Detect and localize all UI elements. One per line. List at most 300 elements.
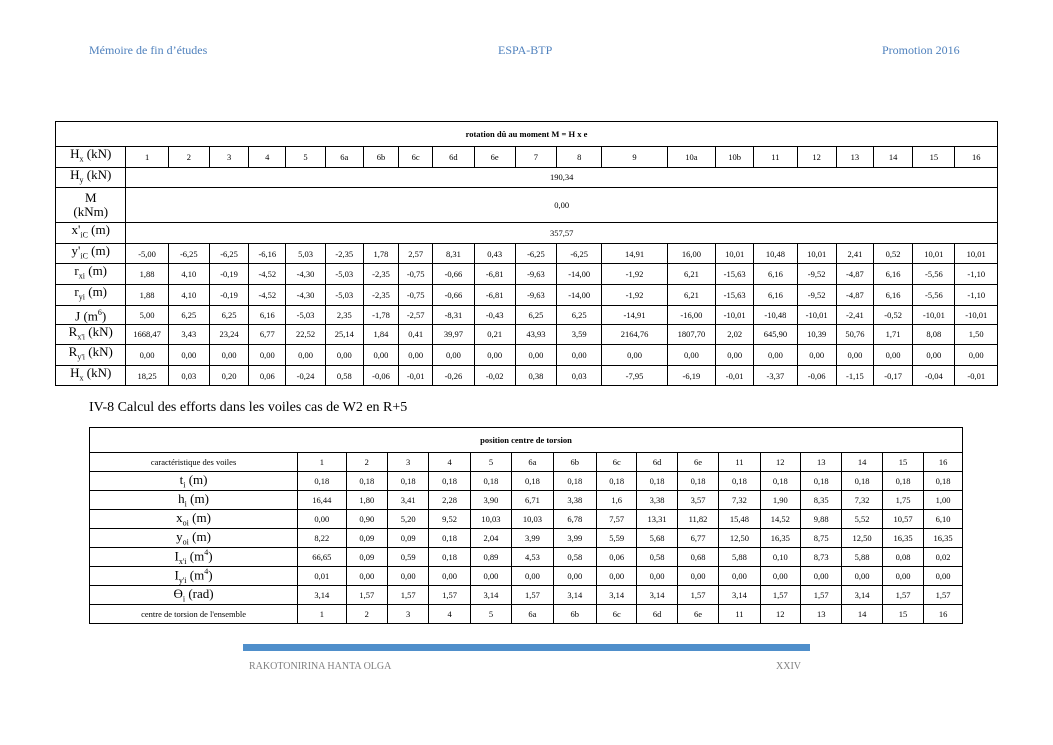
table-cell: 0,00 — [470, 567, 511, 586]
table-cell: 50,76 — [836, 324, 873, 345]
column-header: 13 — [836, 147, 873, 168]
table-cell: -16,00 — [667, 305, 715, 324]
table-row — [56, 167, 998, 188]
table-cell: -0,06 — [797, 365, 836, 386]
table-cell: -6,81 — [474, 284, 515, 305]
table-cell: 16,44 — [298, 491, 346, 510]
table-cell: -6,25 — [209, 243, 248, 264]
table-cell: 1,88 — [126, 264, 168, 285]
table-cell: -4,87 — [836, 264, 873, 285]
table-cell: -5,03 — [325, 264, 363, 285]
table-cell: -4,52 — [249, 284, 286, 305]
table-cell: -14,00 — [557, 264, 602, 285]
table-cell: 2,04 — [470, 529, 511, 548]
table-cell: 8,35 — [801, 491, 842, 510]
table-cell: 1,57 — [924, 586, 963, 605]
row-label: M (kNm) — [56, 188, 126, 223]
table-cell: 12,50 — [842, 529, 882, 548]
table-cell: -1,78 — [363, 305, 398, 324]
table-cell: -3,37 — [754, 365, 797, 386]
table-cell: 0,59 — [387, 548, 428, 567]
table-cell: 0,58 — [325, 365, 363, 386]
table-cell: 1 — [298, 605, 346, 624]
table-cell: 43,93 — [515, 324, 556, 345]
table-cell: 10,01 — [716, 243, 754, 264]
table-cell: 1,57 — [760, 586, 800, 605]
table-cell: 5 — [470, 605, 511, 624]
table-cell: -14,00 — [557, 284, 602, 305]
table-cell: 0,00 — [677, 567, 718, 586]
table-cell: 3,59 — [557, 324, 602, 345]
table-cell: 0,09 — [346, 529, 387, 548]
table-cell: 2,28 — [429, 491, 470, 510]
table-cell: 1,78 — [363, 243, 398, 264]
column-header: 1 — [126, 147, 168, 168]
table-cell: 14 — [842, 605, 882, 624]
table-cell: -6,25 — [515, 243, 556, 264]
table-cell: -0,17 — [873, 365, 912, 386]
table-row — [90, 510, 963, 529]
row-label: $r_{yi}$ (m) — [56, 284, 126, 305]
table-cell: 11 — [719, 605, 760, 624]
table-cell: 10,03 — [470, 510, 511, 529]
table-cell: 0,18 — [512, 472, 553, 491]
table-cell: -15,63 — [716, 264, 754, 285]
table-cell: 6,25 — [168, 305, 209, 324]
table-cell: 0,00 — [325, 345, 363, 366]
row-label: $Ө_i$ (rad) — [90, 586, 298, 605]
table-cell: 3,57 — [677, 491, 718, 510]
table-cell: -15,63 — [716, 284, 754, 305]
table-cell: 0,00 — [716, 345, 754, 366]
table-cell: 1,80 — [346, 491, 387, 510]
table-title-row — [56, 122, 998, 147]
table-cell: 16,00 — [667, 243, 715, 264]
table-cell: 2,41 — [836, 243, 873, 264]
table-cell: 0,00 — [168, 345, 209, 366]
row-label: $t_i$ (m) — [90, 472, 298, 491]
table-cell: 16,35 — [924, 529, 963, 548]
table-cell: -6,16 — [249, 243, 286, 264]
table-cell: 3,41 — [387, 491, 428, 510]
table-cell: 16,35 — [760, 529, 800, 548]
table-cell: -8,31 — [433, 305, 474, 324]
table-cell: 5,00 — [126, 305, 168, 324]
column-header: 8 — [557, 147, 602, 168]
column-header: 7 — [515, 147, 556, 168]
table-cell: -7,95 — [602, 365, 667, 386]
table-cell: 3,99 — [553, 529, 596, 548]
table-cell: 3,14 — [597, 586, 637, 605]
column-header: 5 — [286, 147, 325, 168]
row-label: $x'_{iC}$ (m) — [56, 223, 126, 244]
column-header: 4 — [249, 147, 286, 168]
table-cell: 645,90 — [754, 324, 797, 345]
table-cell: 0,18 — [637, 472, 677, 491]
table-cell: -0,66 — [433, 264, 474, 285]
row-label: $R_{x'i}$ (kN) — [56, 324, 126, 345]
column-header: 14 — [842, 453, 882, 472]
table-cell: 4,53 — [512, 548, 553, 567]
table-cell: -2,57 — [399, 305, 433, 324]
table-cell: 6,10 — [924, 510, 963, 529]
table-cell: 0,00 — [346, 567, 387, 586]
table-cell: 0,18 — [298, 472, 346, 491]
row-label: J $(m^6)$ — [56, 305, 126, 324]
table-row — [56, 264, 998, 285]
table-cell: -4,52 — [249, 264, 286, 285]
table-cell: 5,68 — [637, 529, 677, 548]
table-cell: 0,03 — [557, 365, 602, 386]
table-cell: 0,41 — [399, 324, 433, 345]
table-cell: 1,57 — [429, 586, 470, 605]
table-row — [90, 586, 963, 605]
table-cell: 1,57 — [346, 586, 387, 605]
column-header: 14 — [873, 147, 912, 168]
table-cell: 0,18 — [719, 472, 760, 491]
table-cell: 1,84 — [363, 324, 398, 345]
table-cell: -0,75 — [399, 284, 433, 305]
table-cell: 0,09 — [346, 548, 387, 567]
table-cell: 9,52 — [429, 510, 470, 529]
table-cell: 66,65 — [298, 548, 346, 567]
table-cell: -1,92 — [602, 284, 667, 305]
table-cell: 6,77 — [677, 529, 718, 548]
column-header: 12 — [797, 147, 836, 168]
table-cell: 4,10 — [168, 284, 209, 305]
table-cell: 0,00 — [399, 345, 433, 366]
table-cell: 0,00 — [913, 345, 955, 366]
table-cell: 3,99 — [512, 529, 553, 548]
table-cell: 0,00 — [363, 345, 398, 366]
table-cell: 0,00 — [797, 345, 836, 366]
table-cell: 0,00 — [512, 567, 553, 586]
table-cell: 10,57 — [882, 510, 923, 529]
table-cell: 13,31 — [637, 510, 677, 529]
table-cell: 10,01 — [955, 243, 998, 264]
table-cell: -9,52 — [797, 284, 836, 305]
column-header: 4 — [429, 453, 470, 472]
table-cell: 1668,47 — [126, 324, 168, 345]
table-cell: 18,25 — [126, 365, 168, 386]
table-cell: 0,00 — [801, 567, 842, 586]
row-label: $x_{oi}$ (m) — [90, 510, 298, 529]
column-header: 16 — [924, 453, 963, 472]
table-cell: 8,08 — [913, 324, 955, 345]
table-cell: 0,00 — [126, 345, 168, 366]
table-cell: 3,38 — [553, 491, 596, 510]
table-cell: 4 — [429, 605, 470, 624]
table-cell: 6,71 — [512, 491, 553, 510]
table-cell: 15 — [882, 605, 923, 624]
table-cell: 6d — [637, 605, 677, 624]
table-cell: 6,16 — [754, 264, 797, 285]
table-cell: 2,02 — [716, 324, 754, 345]
table-cell: 3,14 — [470, 586, 511, 605]
column-header: 6e — [474, 147, 515, 168]
column-header-row — [90, 453, 963, 472]
table-cell: 0,00 — [597, 567, 637, 586]
table-cell: 6e — [677, 605, 718, 624]
table-row — [90, 529, 963, 548]
table-cell: 1,57 — [677, 586, 718, 605]
column-header: 6d — [637, 453, 677, 472]
table-cell: 0,00 — [387, 567, 428, 586]
table-cell: 0,00 — [286, 345, 325, 366]
table-cell: 6b — [553, 605, 596, 624]
header-memoire: Mémoire de fin d’études — [89, 43, 208, 57]
table-cell: 0,18 — [597, 472, 637, 491]
table-row — [90, 472, 963, 491]
table-cell: 5,59 — [597, 529, 637, 548]
table-cell: 0,00 — [637, 567, 677, 586]
table-cell: 0,00 — [433, 345, 474, 366]
table-row — [56, 223, 998, 244]
table-cell: 12 — [760, 605, 800, 624]
table-cell: 8,75 — [801, 529, 842, 548]
table-cell: 1,75 — [882, 491, 923, 510]
table-cell: 10,39 — [797, 324, 836, 345]
table-cell: -10,01 — [955, 305, 998, 324]
table-cell: 0,89 — [470, 548, 511, 567]
table-cell: 1,57 — [882, 586, 923, 605]
table-cell: 0,10 — [760, 548, 800, 567]
table-cell: -4,30 — [286, 284, 325, 305]
table-cell: 10,48 — [754, 243, 797, 264]
table-cell: 0,21 — [474, 324, 515, 345]
table-cell: -1,92 — [602, 264, 667, 285]
table-cell: 0,00 — [515, 345, 556, 366]
table-cell: 6,16 — [873, 264, 912, 285]
table-cell: -0,19 — [209, 284, 248, 305]
footer-page-number: XXIV — [776, 661, 801, 672]
table-cell: -5,56 — [913, 264, 955, 285]
table-cell: 5,88 — [842, 548, 882, 567]
table-cell: 3,38 — [637, 491, 677, 510]
table-cell: 0,52 — [873, 243, 912, 264]
row-label: $y_{oi}$ (m) — [90, 529, 298, 548]
table-cell: 0,00 — [754, 345, 797, 366]
section-title: IV-8 Calcul des efforts dans les voiles cas de W2 en R+5 — [89, 400, 408, 415]
table-cell: 25,14 — [325, 324, 363, 345]
table-cell: 0,58 — [553, 548, 596, 567]
table-row — [56, 365, 998, 386]
table-cell: 0,20 — [209, 365, 248, 386]
table-cell: 8,73 — [801, 548, 842, 567]
table-cell: 14,91 — [602, 243, 667, 264]
column-header: 3 — [387, 453, 428, 472]
table-cell: -9,63 — [515, 264, 556, 285]
table-cell: 8,22 — [298, 529, 346, 548]
rotation-table — [55, 121, 998, 386]
table-cell: 2164,76 — [602, 324, 667, 345]
header-promotion: Promotion 2016 — [882, 43, 960, 57]
merged-value: 357,57 — [126, 223, 998, 244]
table-cell: 14,52 — [760, 510, 800, 529]
table-cell: 3,14 — [719, 586, 760, 605]
table-cell: 0,18 — [346, 472, 387, 491]
table-row — [56, 188, 998, 223]
table-cell: 0,00 — [474, 345, 515, 366]
table-cell: -5,00 — [126, 243, 168, 264]
table-cell: -2,35 — [363, 284, 398, 305]
table-cell: 2 — [346, 605, 387, 624]
table-cell: 0,68 — [677, 548, 718, 567]
table-cell: 12,50 — [719, 529, 760, 548]
table-cell: 6,16 — [873, 284, 912, 305]
column-header: 10a — [667, 147, 715, 168]
table-cell: 1807,70 — [667, 324, 715, 345]
table-row — [56, 345, 998, 366]
table-cell: 6,77 — [249, 324, 286, 345]
column-header: 11 — [754, 147, 797, 168]
table-cell: 0,00 — [602, 345, 667, 366]
column-header: 6c — [597, 453, 637, 472]
table-cell: 0,00 — [298, 510, 346, 529]
row-label: $H_x$ (kN) — [56, 365, 126, 386]
table-cell: -2,41 — [836, 305, 873, 324]
table-cell: 0,00 — [557, 345, 602, 366]
table-cell: -4,30 — [286, 264, 325, 285]
table-row — [56, 324, 998, 345]
table-cell: -0,02 — [474, 365, 515, 386]
table-cell: 1,57 — [512, 586, 553, 605]
table-cell: 1,00 — [924, 491, 963, 510]
table-cell: 0,00 — [553, 567, 596, 586]
table-cell: 0,03 — [168, 365, 209, 386]
table-cell: 0,00 — [873, 345, 912, 366]
table-cell: 6,78 — [553, 510, 596, 529]
column-header: 16 — [955, 147, 998, 168]
header-school: ESPA-BTP — [498, 43, 553, 57]
table-cell: 8,31 — [433, 243, 474, 264]
table-cell: 16 — [924, 605, 963, 624]
table-cell: -10,48 — [754, 305, 797, 324]
table-cell: 6,25 — [557, 305, 602, 324]
table-cell: 10,01 — [797, 243, 836, 264]
table-cell: -0,19 — [209, 264, 248, 285]
table-cell: -1,10 — [955, 264, 998, 285]
table-cell: -9,52 — [797, 264, 836, 285]
row-label: $h_i$ (m) — [90, 491, 298, 510]
row-label: $r_{xi}$ (m) — [56, 264, 126, 285]
table-row — [90, 605, 963, 624]
table-cell: 0,00 — [719, 567, 760, 586]
table-cell: 4,10 — [168, 264, 209, 285]
table-cell: 6a — [512, 605, 553, 624]
footer-bar — [243, 644, 810, 651]
table-cell: -6,25 — [557, 243, 602, 264]
table-cell: 0,00 — [836, 345, 873, 366]
column-header: 12 — [760, 453, 800, 472]
table-cell: 0,00 — [842, 567, 882, 586]
table-cell: 0,08 — [882, 548, 923, 567]
table-cell: 0,90 — [346, 510, 387, 529]
column-header: 1 — [298, 453, 346, 472]
table-cell: 10,01 — [913, 243, 955, 264]
table-cell: 1,88 — [126, 284, 168, 305]
column-header: 15 — [882, 453, 923, 472]
table-cell: 23,24 — [209, 324, 248, 345]
table-cell: 6,21 — [667, 264, 715, 285]
row-label: $I_{y'i}$ $(m^4)$ — [90, 567, 298, 586]
table-cell: 0,00 — [760, 567, 800, 586]
table-cell: 5,03 — [286, 243, 325, 264]
table-cell: 9,88 — [801, 510, 842, 529]
table-cell: 0,18 — [429, 472, 470, 491]
merged-value: 0,00 — [126, 188, 998, 223]
table-cell: 0,06 — [597, 548, 637, 567]
table-cell: -6,81 — [474, 264, 515, 285]
table-cell: 0,18 — [429, 548, 470, 567]
table-cell: 7,57 — [597, 510, 637, 529]
column-header: 6b — [363, 147, 398, 168]
table-cell: 6,25 — [515, 305, 556, 324]
table-cell: 22,52 — [286, 324, 325, 345]
table-cell: 1,50 — [955, 324, 998, 345]
column-header: 6a — [325, 147, 363, 168]
table-cell: -5,56 — [913, 284, 955, 305]
table-cell: -4,87 — [836, 284, 873, 305]
table-cell: 1,90 — [760, 491, 800, 510]
table-cell: -9,63 — [515, 284, 556, 305]
column-header: 6d — [433, 147, 474, 168]
table-cell: -0,04 — [913, 365, 955, 386]
table-cell: 1,6 — [597, 491, 637, 510]
table-cell: -5,03 — [286, 305, 325, 324]
table-cell: 0,09 — [387, 529, 428, 548]
row-label: caractéristique des voiles — [90, 453, 298, 472]
table-cell: 1,57 — [801, 586, 842, 605]
table-cell: 15,48 — [719, 510, 760, 529]
table-cell: 3,14 — [553, 586, 596, 605]
table-cell: 16,35 — [882, 529, 923, 548]
table-cell: -2,35 — [363, 264, 398, 285]
table-cell: -5,03 — [325, 284, 363, 305]
table-cell: 5,52 — [842, 510, 882, 529]
table-cell: -6,25 — [168, 243, 209, 264]
table-cell: 10,03 — [512, 510, 553, 529]
column-header-row — [56, 147, 998, 168]
table-cell: -10,01 — [913, 305, 955, 324]
table-cell: -0,01 — [399, 365, 433, 386]
table-cell: 6,25 — [209, 305, 248, 324]
table-cell: -0,66 — [433, 284, 474, 305]
column-header: 6b — [553, 453, 596, 472]
table-cell: -1,10 — [955, 284, 998, 305]
table-cell: 13 — [801, 605, 842, 624]
table-cell: 0,18 — [801, 472, 842, 491]
table-cell: 0,18 — [760, 472, 800, 491]
table-cell: 0,18 — [677, 472, 718, 491]
table-title-row — [90, 428, 963, 453]
table-cell: -0,06 — [363, 365, 398, 386]
table-cell: 0,00 — [429, 567, 470, 586]
table-row — [90, 548, 963, 567]
column-header: 10b — [716, 147, 754, 168]
column-header: 9 — [602, 147, 667, 168]
column-header: 6a — [512, 453, 553, 472]
table-cell: 2,35 — [325, 305, 363, 324]
table-cell: 0,43 — [474, 243, 515, 264]
table-cell: -0,52 — [873, 305, 912, 324]
table-cell: 6c — [597, 605, 637, 624]
row-label: centre de torsion de l'ensemble — [90, 605, 298, 624]
table-cell: -0,26 — [433, 365, 474, 386]
table-cell: 0,00 — [955, 345, 998, 366]
table-row — [90, 491, 963, 510]
table-cell: 3,14 — [637, 586, 677, 605]
